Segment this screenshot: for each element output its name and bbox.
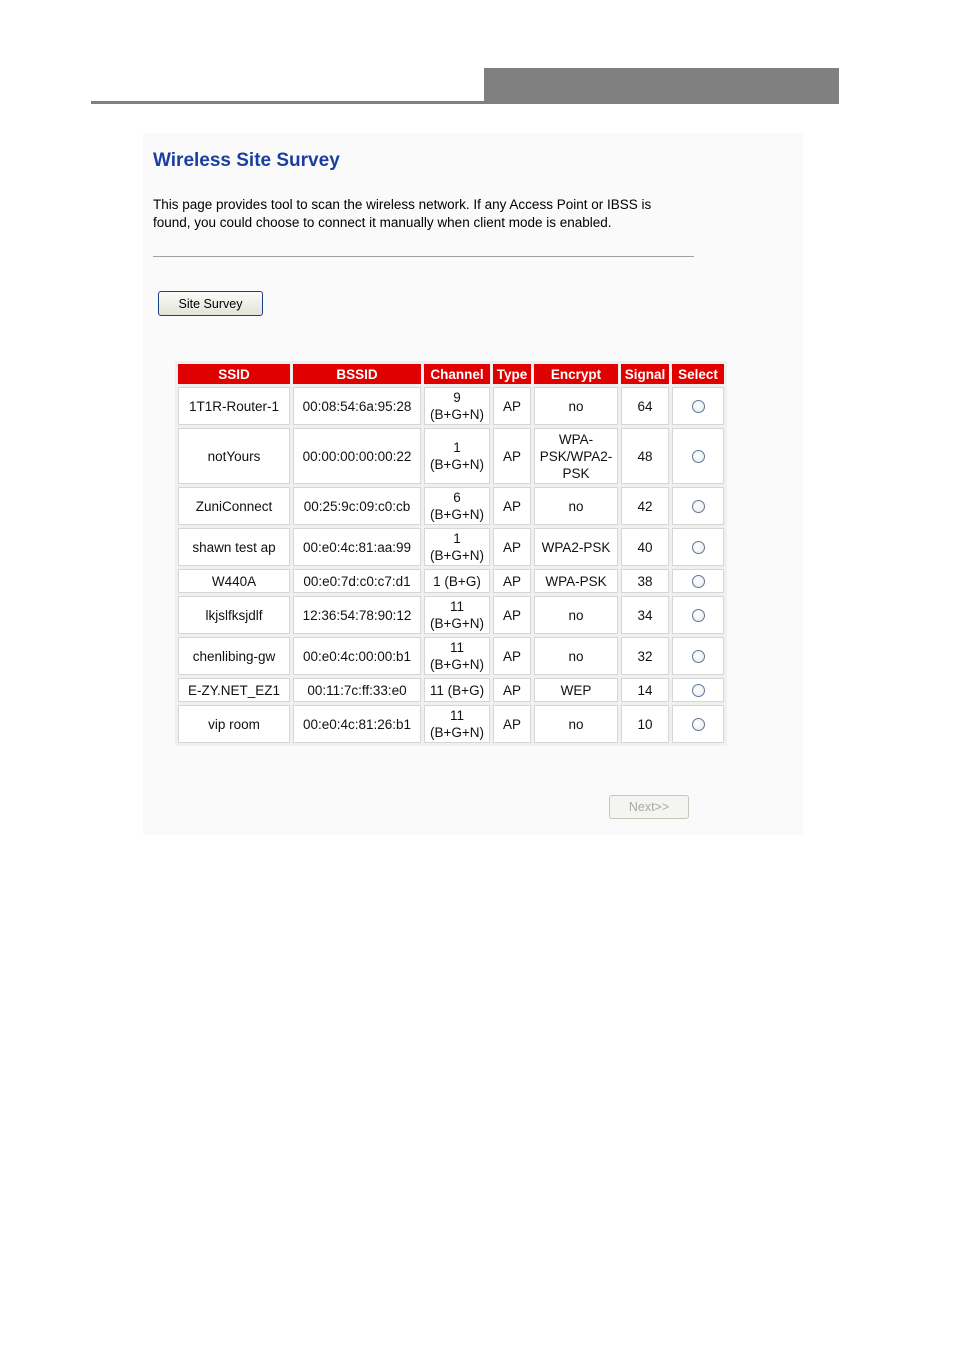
page-description: This page provides tool to scan the wireless network. If any Access Point or IBSS is found, you could choose to connect it manually when client mode is enabled. bbox=[153, 197, 652, 230]
select-radio[interactable] bbox=[692, 609, 705, 622]
signal-cell: 64 bbox=[621, 387, 669, 425]
encrypt-cell: no bbox=[534, 596, 618, 634]
select-cell bbox=[672, 678, 724, 702]
table-row bbox=[178, 678, 724, 702]
select-cell bbox=[672, 528, 724, 566]
ssid-cell: 1T1R-Router-1 bbox=[178, 387, 290, 425]
bssid-cell: 00:e0:4c:81:aa:99 bbox=[293, 528, 421, 566]
signal-cell: 10 bbox=[621, 705, 669, 743]
signal-cell: 42 bbox=[621, 487, 669, 525]
ssid-cell: shawn test ap bbox=[178, 528, 290, 566]
header-type: Type bbox=[493, 364, 531, 384]
table-row bbox=[178, 705, 724, 743]
channel-band: (B+G+N) bbox=[429, 507, 484, 522]
channel-cell bbox=[424, 387, 490, 425]
encrypt-cell: WEP bbox=[534, 678, 618, 702]
channel-number: 1 bbox=[453, 531, 461, 546]
channel-number: 6 bbox=[453, 490, 461, 505]
select-cell bbox=[672, 637, 724, 675]
select-radio[interactable] bbox=[692, 650, 705, 663]
table-row bbox=[178, 528, 724, 566]
header-encrypt: Encrypt bbox=[534, 364, 618, 384]
header-ssid: SSID bbox=[178, 364, 290, 384]
channel-band: (B+G+N) bbox=[429, 407, 484, 422]
select-radio[interactable] bbox=[692, 500, 705, 513]
channel-band: (B+G+N) bbox=[429, 548, 484, 563]
table-row bbox=[178, 569, 724, 593]
table-row bbox=[178, 637, 724, 675]
channel-number: 11 bbox=[449, 640, 464, 655]
channel-number: 11 (B+G) bbox=[429, 682, 485, 698]
encrypt-cell: WPA2-PSK bbox=[534, 528, 618, 566]
bssid-cell: 00:e0:7d:c0:c7:d1 bbox=[293, 569, 421, 593]
channel-cell bbox=[424, 428, 490, 484]
header-select: Select bbox=[672, 364, 724, 384]
table-row bbox=[178, 387, 724, 425]
channel-cell bbox=[424, 705, 490, 743]
bssid-cell: 00:e0:4c:81:26:b1 bbox=[293, 705, 421, 743]
table-row bbox=[178, 487, 724, 525]
channel-band: (B+G+N) bbox=[429, 457, 484, 472]
document-header-rule bbox=[91, 101, 839, 104]
channel-number: 9 bbox=[453, 390, 461, 405]
bssid-cell: 12:36:54:78:90:12 bbox=[293, 596, 421, 634]
select-radio[interactable] bbox=[692, 684, 705, 697]
signal-cell: 14 bbox=[621, 678, 669, 702]
signal-cell: 32 bbox=[621, 637, 669, 675]
select-cell bbox=[672, 569, 724, 593]
bssid-cell: 00:11:7c:ff:33:e0 bbox=[293, 678, 421, 702]
table-row bbox=[178, 596, 724, 634]
ssid-cell: E-ZY.NET_EZ1 bbox=[178, 678, 290, 702]
channel-cell bbox=[424, 569, 490, 593]
select-cell bbox=[672, 596, 724, 634]
select-cell bbox=[672, 705, 724, 743]
ssid-cell: ZuniConnect bbox=[178, 487, 290, 525]
channel-cell bbox=[424, 528, 490, 566]
channel-cell bbox=[424, 637, 490, 675]
ssid-cell: lkjslfksjdlf bbox=[178, 596, 290, 634]
channel-band: (B+G+N) bbox=[429, 657, 484, 672]
survey-table-body bbox=[178, 387, 724, 743]
ssid-cell: notYours bbox=[178, 428, 290, 484]
channel-cell bbox=[424, 678, 490, 702]
select-radio[interactable] bbox=[692, 575, 705, 588]
signal-cell: 38 bbox=[621, 569, 669, 593]
signal-cell: 40 bbox=[621, 528, 669, 566]
channel-number: 11 bbox=[449, 599, 464, 614]
type-cell: AP bbox=[493, 428, 531, 484]
channel-number: 11 bbox=[449, 708, 464, 723]
next-button[interactable]: Next>> bbox=[609, 795, 689, 819]
bssid-cell: 00:25:9c:09:c0:cb bbox=[293, 487, 421, 525]
encrypt-cell: WPA-PSK/WPA2-PSK bbox=[534, 428, 618, 484]
type-cell: AP bbox=[493, 705, 531, 743]
channel-cell bbox=[424, 487, 490, 525]
channel-band: (B+G+N) bbox=[429, 725, 484, 740]
divider bbox=[153, 256, 694, 257]
encrypt-cell: no bbox=[534, 487, 618, 525]
ssid-cell: W440A bbox=[178, 569, 290, 593]
table-row bbox=[178, 428, 724, 484]
table-header-row bbox=[178, 364, 724, 384]
type-cell: AP bbox=[493, 637, 531, 675]
type-cell: AP bbox=[493, 596, 531, 634]
channel-band: (B+G+N) bbox=[429, 616, 484, 631]
encrypt-cell: no bbox=[534, 387, 618, 425]
header-channel: Channel bbox=[424, 364, 490, 384]
encrypt-cell: no bbox=[534, 705, 618, 743]
select-radio[interactable] bbox=[692, 541, 705, 554]
channel-number: 1 bbox=[453, 440, 461, 455]
encrypt-cell: no bbox=[534, 637, 618, 675]
type-cell: AP bbox=[493, 569, 531, 593]
page-title: Wireless Site Survey bbox=[153, 150, 340, 171]
header-bssid: BSSID bbox=[293, 364, 421, 384]
type-cell: AP bbox=[493, 387, 531, 425]
signal-cell: 34 bbox=[621, 596, 669, 634]
site-survey-button[interactable]: Site Survey bbox=[158, 291, 263, 316]
ssid-cell: vip room bbox=[178, 705, 290, 743]
type-cell: AP bbox=[493, 678, 531, 702]
bssid-cell: 00:e0:4c:00:00:b1 bbox=[293, 637, 421, 675]
bssid-cell: 00:00:00:00:00:22 bbox=[293, 428, 421, 484]
select-radio[interactable] bbox=[692, 450, 705, 463]
select-cell bbox=[672, 428, 724, 484]
survey-table bbox=[175, 361, 727, 746]
signal-cell: 48 bbox=[621, 428, 669, 484]
encrypt-cell: WPA-PSK bbox=[534, 569, 618, 593]
select-radio[interactable] bbox=[692, 718, 705, 731]
channel-number: 1 (B+G) bbox=[433, 573, 481, 589]
bssid-cell: 00:08:54:6a:95:28 bbox=[293, 387, 421, 425]
select-cell bbox=[672, 487, 724, 525]
select-radio[interactable] bbox=[692, 400, 705, 413]
header-signal: Signal bbox=[621, 364, 669, 384]
ssid-cell: chenlibing-gw bbox=[178, 637, 290, 675]
type-cell: AP bbox=[493, 528, 531, 566]
select-cell bbox=[672, 387, 724, 425]
type-cell: AP bbox=[493, 487, 531, 525]
document-header-bar bbox=[484, 68, 839, 104]
channel-cell bbox=[424, 596, 490, 634]
